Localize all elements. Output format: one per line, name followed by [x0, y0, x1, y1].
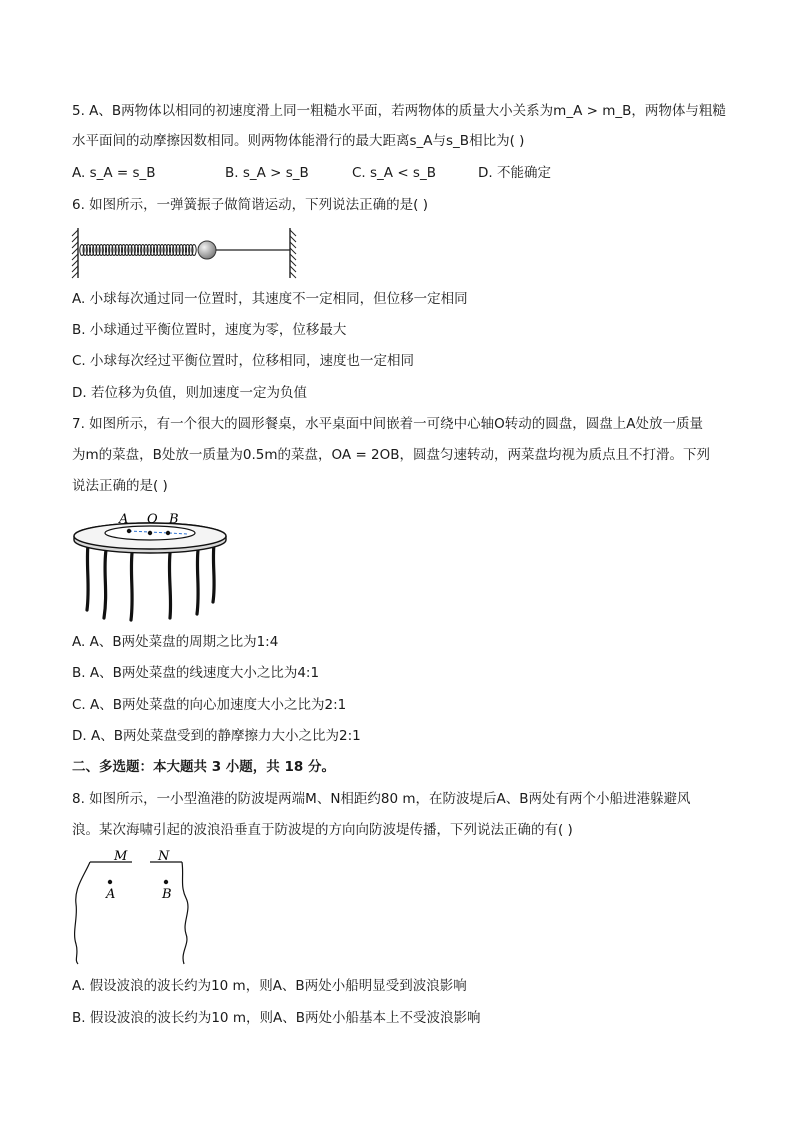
label-b-point: B	[162, 887, 172, 902]
q6-option-a: A. 小球每次通过同一位置时，其速度不一定相同，但位移一定相同	[72, 291, 468, 307]
label-m: M	[114, 849, 128, 864]
q7-option-a: A. A、B两处菜盘的周期之比为1:4	[72, 634, 279, 650]
q5-option-b: B. s_A > s_B	[225, 165, 309, 181]
section-heading-multiple-choice: 二、多选题：本大题共 3 小题，共 18 分。	[72, 759, 335, 775]
q8-stem-line-2: 浪。某次海啸引起的波浪沿垂直于防波堤的方向向防波堤传播，下列说法正确的有( )	[72, 822, 573, 838]
q7-option-d: D. A、B两处菜盘受到的静摩擦力大小之比为2:1	[72, 728, 361, 744]
label-n: N	[158, 849, 170, 864]
q5-stem-line-1: 5. A、B两物体以相同的初速度滑上同一粗糙水平面，若两物体的质量大小关系为m_A > m_B，两物体与粗糙	[72, 103, 726, 119]
label-b: B	[169, 512, 179, 527]
q7-option-b: B. A、B两处菜盘的线速度大小之比为4:1	[72, 665, 320, 681]
spring-oscillator-figure	[70, 226, 300, 280]
q6-option-c: C. 小球每次经过平衡位置时，位移相同，速度也一定相同	[72, 353, 415, 369]
q7-stem-line-1: 7. 如图所示，有一个很大的圆形餐桌，水平桌面中间嵌着一可绕中心轴O转动的圆盘，圆盘上A处放一质量	[72, 416, 704, 432]
harbor-breakwater-figure	[70, 848, 210, 966]
q6-option-d: D. 若位移为负值，则加速度一定为负值	[72, 385, 307, 401]
q5-option-d: D. 不能确定	[478, 165, 551, 181]
label-a: A	[119, 512, 129, 527]
q8-option-a: A. 假设波浪的波长约为10 m，则A、B两处小船明显受到波浪影响	[72, 978, 467, 994]
q5-stem-line-2: 水平面间的动摩擦因数相同。则两物体能滑行的最大距离s_A与s_B相比为( )	[72, 133, 525, 149]
round-table-figure	[70, 506, 230, 622]
q7-stem-line-3: 说法正确的是( )	[72, 478, 168, 494]
q6-stem: 6. 如图所示，一弹簧振子做简谐运动，下列说法正确的是( )	[72, 197, 428, 213]
q6-option-b: B. 小球通过平衡位置时，速度为零，位移最大	[72, 322, 347, 338]
q5-option-c: C. s_A < s_B	[352, 165, 436, 181]
q5-option-a: A. s_A = s_B	[72, 165, 156, 181]
q7-option-c: C. A、B两处菜盘的向心加速度大小之比为2:1	[72, 697, 347, 713]
q8-option-b: B. 假设波浪的波长约为10 m，则A、B两处小船基本上不受波浪影响	[72, 1010, 481, 1026]
q8-stem-line-1: 8. 如图所示，一小型渔港的防波堤两端M、N相距约80 m，在防波堤后A、B两处有两个小船进港躲避风	[72, 791, 691, 807]
q7-stem-line-2: 为m的菜盘，B处放一质量为0.5m的菜盘，OA = 2OB，圆盘匀速转动，两菜盘均视为质点且不打滑。下列	[72, 447, 711, 463]
label-o: O	[147, 512, 158, 527]
label-a-point: A	[106, 887, 116, 902]
